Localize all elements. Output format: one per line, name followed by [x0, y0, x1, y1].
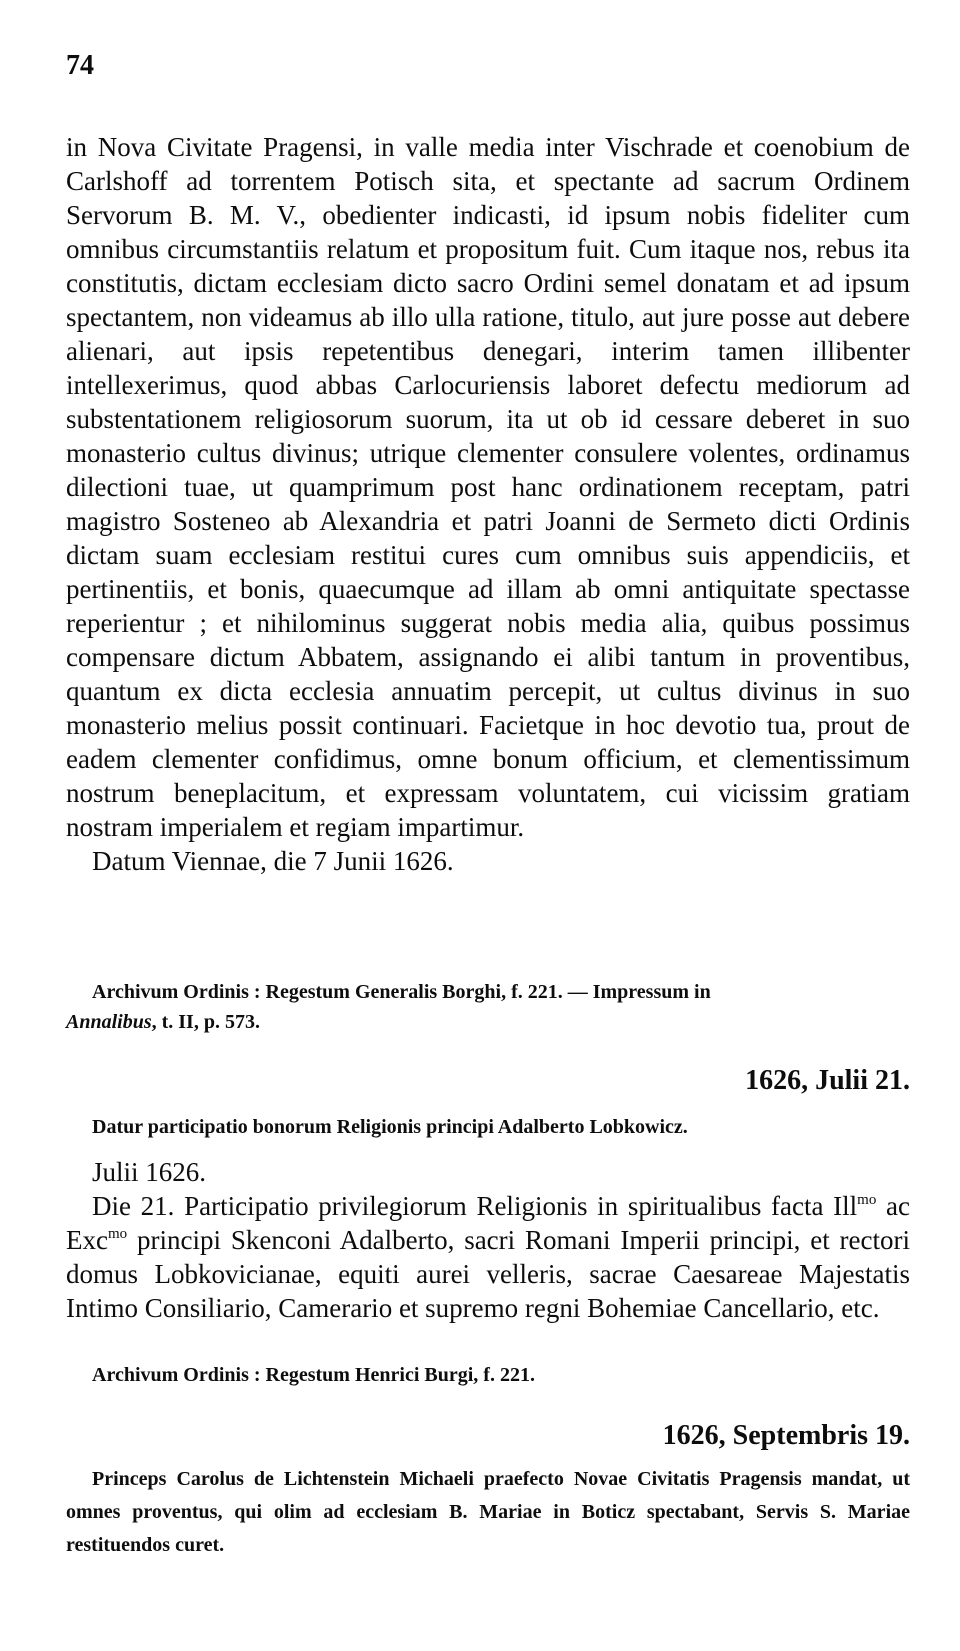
- source-note-1: [66, 977, 910, 1037]
- main-paragraph: in Nova Civitate Pragensi, in valle media inter Vischrade et coenobium de Carlshoff ad torrentem Potisch sita, et spectante ad sacrum Ordinem Servorum B. M. V., obedienter indicasti, id ipsum nobis fideliter cum omnibus circumstantiis relatum et propositum fuit. Cum itaque nos, rebus ita constitutis, dictam ecclesiam dicto sacro Ordini semel donatam et ad ipsum spectantem, non videamus ab illo ulla ratione, titulo, aut jure posse aut debere alienari, aut ipsis repetentibus denegari, interim tamen illibenter intellexerimus, quod abbas Carlocuriensis laboret defectu mediorum ad substentationem religiosorum suorum, ita ut ob id cessare deberet in suo monasterio cultus divinus; utrique clementer consulere volentes, ordinamus dilectioni tuae, ut quamprimum post hanc ordinationem receptam, patri magistro Sosteneo ab Alexandria et patri Joanni de Sermeto dicti Ordinis dictam suam ecclesiam restitui cures cum omnibus suis appendiciis, et pertinentiis, et bonis, quaecumque ad illam ab omni antiquitate spectasse reperientur ; et nihilominus suggerat nobis media alia, quibus possimus compensare dictum Abbatem, assignando ei alibi tantum in proventibus, quantum ex dicta ecclesia annuatim percepit, ut cultus divinus in suo monasterio melius possit continuari. Facietque in hoc devotio tua, prout de eadem clementer confidimus, omne bonum officium, et clementissimum nostrum beneplacitum, et expressam voluntatem, cui vicissim gratiam nostram imperialem et regiam impartimur.: [66, 132, 910, 842]
- source-note-1-italic: Annalibus: [66, 1011, 152, 1033]
- document-body-2: [66, 1155, 910, 1325]
- page-number: 74: [66, 50, 94, 81]
- source-note-1-rest: , t. II, p. 573.: [151, 1011, 260, 1033]
- document-summary-2: Datur participatio bonorum Religionis principi Adalberto Lobkowicz.: [92, 1116, 688, 1138]
- document-summary-3: Princeps Carolus de Lichtenstein Michaeli praefecto Novae Civitatis Pragensis mandat, ut omnes proventus, qui olim ad ecclesiam B. Mariae in Boticz spectabant, Servis S. Mariae restituendos curet.: [66, 1468, 910, 1556]
- superscript-mo-2: mo: [107, 1226, 128, 1242]
- dated-line: Datum Viennae, die 7 Junii 1626.: [92, 846, 454, 876]
- document-body-1: [66, 130, 910, 878]
- document-2-text-a: Die 21. Participatio privilegiorum Religionis in spiritualibus facta Ill: [92, 1191, 858, 1221]
- superscript-mo-1: mo: [857, 1192, 877, 1208]
- document-2-line1: Julii 1626.: [92, 1157, 207, 1187]
- document-2-text-c: principi Skenconi Adalberto, sacri Romani Imperii principi, et rectori domus Lobkovicianae, equiti aurei velleris, sacrae Caesareae Majestatis Intimo Consiliario, Camerario et supremo regni Bohemiae Cancellario, etc.: [66, 1225, 910, 1323]
- document-date-2: 1626, Julii 21.: [745, 1065, 910, 1096]
- document-2-text-b: ac Exc: [66, 1191, 911, 1255]
- source-note-2: Archivum Ordinis : Regestum Henrici Burgi, f. 221.: [92, 1364, 535, 1386]
- document-date-3: 1626, Septembris 19.: [662, 1420, 910, 1451]
- source-note-1-text: Archivum Ordinis : Regestum Generalis Borghi, f. 221. — Impressum in: [92, 981, 711, 1003]
- document-2-paragraph: [66, 1189, 910, 1325]
